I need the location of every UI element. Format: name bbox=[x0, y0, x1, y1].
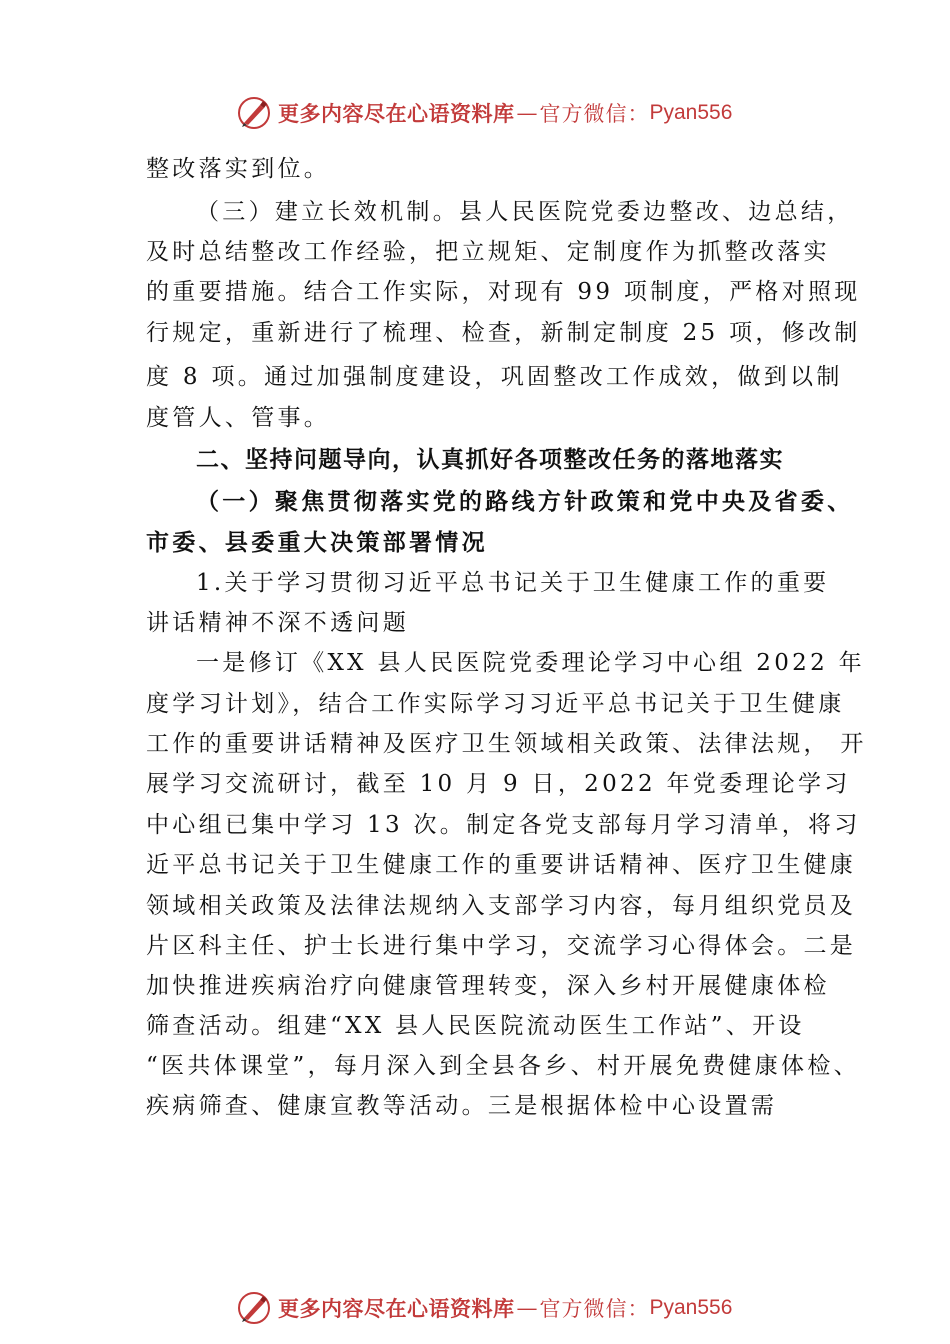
text-line: 领域相关政策及法律法规纳入支部学习内容，每月组织党员及 bbox=[146, 893, 857, 919]
header-watermark bbox=[236, 93, 756, 133]
text-line: 疾病筛查、健康宣教等活动。三是根据体检中心设置需 bbox=[146, 1093, 778, 1119]
watermark-title: 更多内容尽在心语资料库 bbox=[278, 101, 515, 126]
section-heading: 二、坚持问题导向，认真抓好各项整改任务的落地落实 bbox=[196, 447, 784, 473]
text-line: 讲话精神不深不透问题 bbox=[146, 610, 409, 636]
text-line: 及时总结整改工作经验，把立规矩、定制度作为抓整改落实 bbox=[146, 239, 830, 265]
text-line: 展学习交流研讨，截至 10 月 9 日，2022 年党委理论学习 bbox=[146, 771, 851, 797]
footer-watermark bbox=[236, 1288, 756, 1328]
text-line: 筛查活动。组建“XX 县人民医院流动医生工作站”、开设 bbox=[146, 1013, 805, 1039]
pen-logo-icon bbox=[236, 1290, 272, 1326]
text-line: （三）建立长效机制。县人民医院党委边整改、边总结， bbox=[196, 199, 854, 225]
text-line: 近平总书记关于卫生健康工作的重要讲话精神、医疗卫生健康 bbox=[146, 852, 857, 878]
subsection-heading: （一）聚焦贯彻落实党的路线方针政策和党中央及省委、 bbox=[196, 488, 854, 515]
text-line: 度管人、管事。 bbox=[146, 405, 331, 431]
watermark-account: Pyan556 bbox=[649, 1296, 733, 1319]
text-line: 一是修订《XX 县人民医院党委理论学习中心组 2022 年 bbox=[196, 650, 865, 676]
watermark-title: 更多内容尽在心语资料库 bbox=[278, 1296, 515, 1321]
text-line: 整改落实到位。 bbox=[146, 156, 331, 182]
watermark-separator: — bbox=[516, 101, 538, 125]
watermark-account: Pyan556 bbox=[649, 101, 733, 124]
watermark-label: 官方微信： bbox=[539, 102, 650, 126]
text-line: 加快推进疾病治疗向健康管理转变，深入乡村开展健康体检 bbox=[146, 973, 830, 999]
text-line: 工作的重要讲话精神及医疗卫生领域相关政策、法律法规， 开 bbox=[146, 731, 867, 757]
watermark-label: 官方微信： bbox=[539, 1297, 650, 1321]
text-line: 1.关于学习贯彻习近平总书记关于卫生健康工作的重要 bbox=[196, 570, 830, 596]
text-line: 中心组已集中学习 13 次。制定各党支部每月学习清单，将习 bbox=[146, 812, 861, 838]
text-line: 度 8 项。通过加强制度建设，巩固整改工作成效，做到以制 bbox=[146, 364, 843, 390]
text-line: “医共体课堂”，每月深入到全县各乡、村开展免费健康体检、 bbox=[146, 1053, 860, 1079]
subsection-heading-cont: 市委、县委重大决策部署情况 bbox=[146, 529, 488, 556]
text-line: 的重要措施。结合工作实际，对现有 99 项制度，严格对照现 bbox=[146, 279, 861, 305]
text-line: 度学习计划》，结合工作实际学习习近平总书记关于卫生健康 bbox=[146, 691, 845, 717]
watermark-separator: — bbox=[516, 1296, 538, 1320]
text-line: 行规定，重新进行了梳理、检查，新制定制度 25 项，修改制 bbox=[146, 320, 861, 346]
text-line: 片区科主任、护士长进行集中学习，交流学习心得体会。二是 bbox=[146, 933, 857, 959]
pen-logo-icon bbox=[236, 95, 272, 131]
